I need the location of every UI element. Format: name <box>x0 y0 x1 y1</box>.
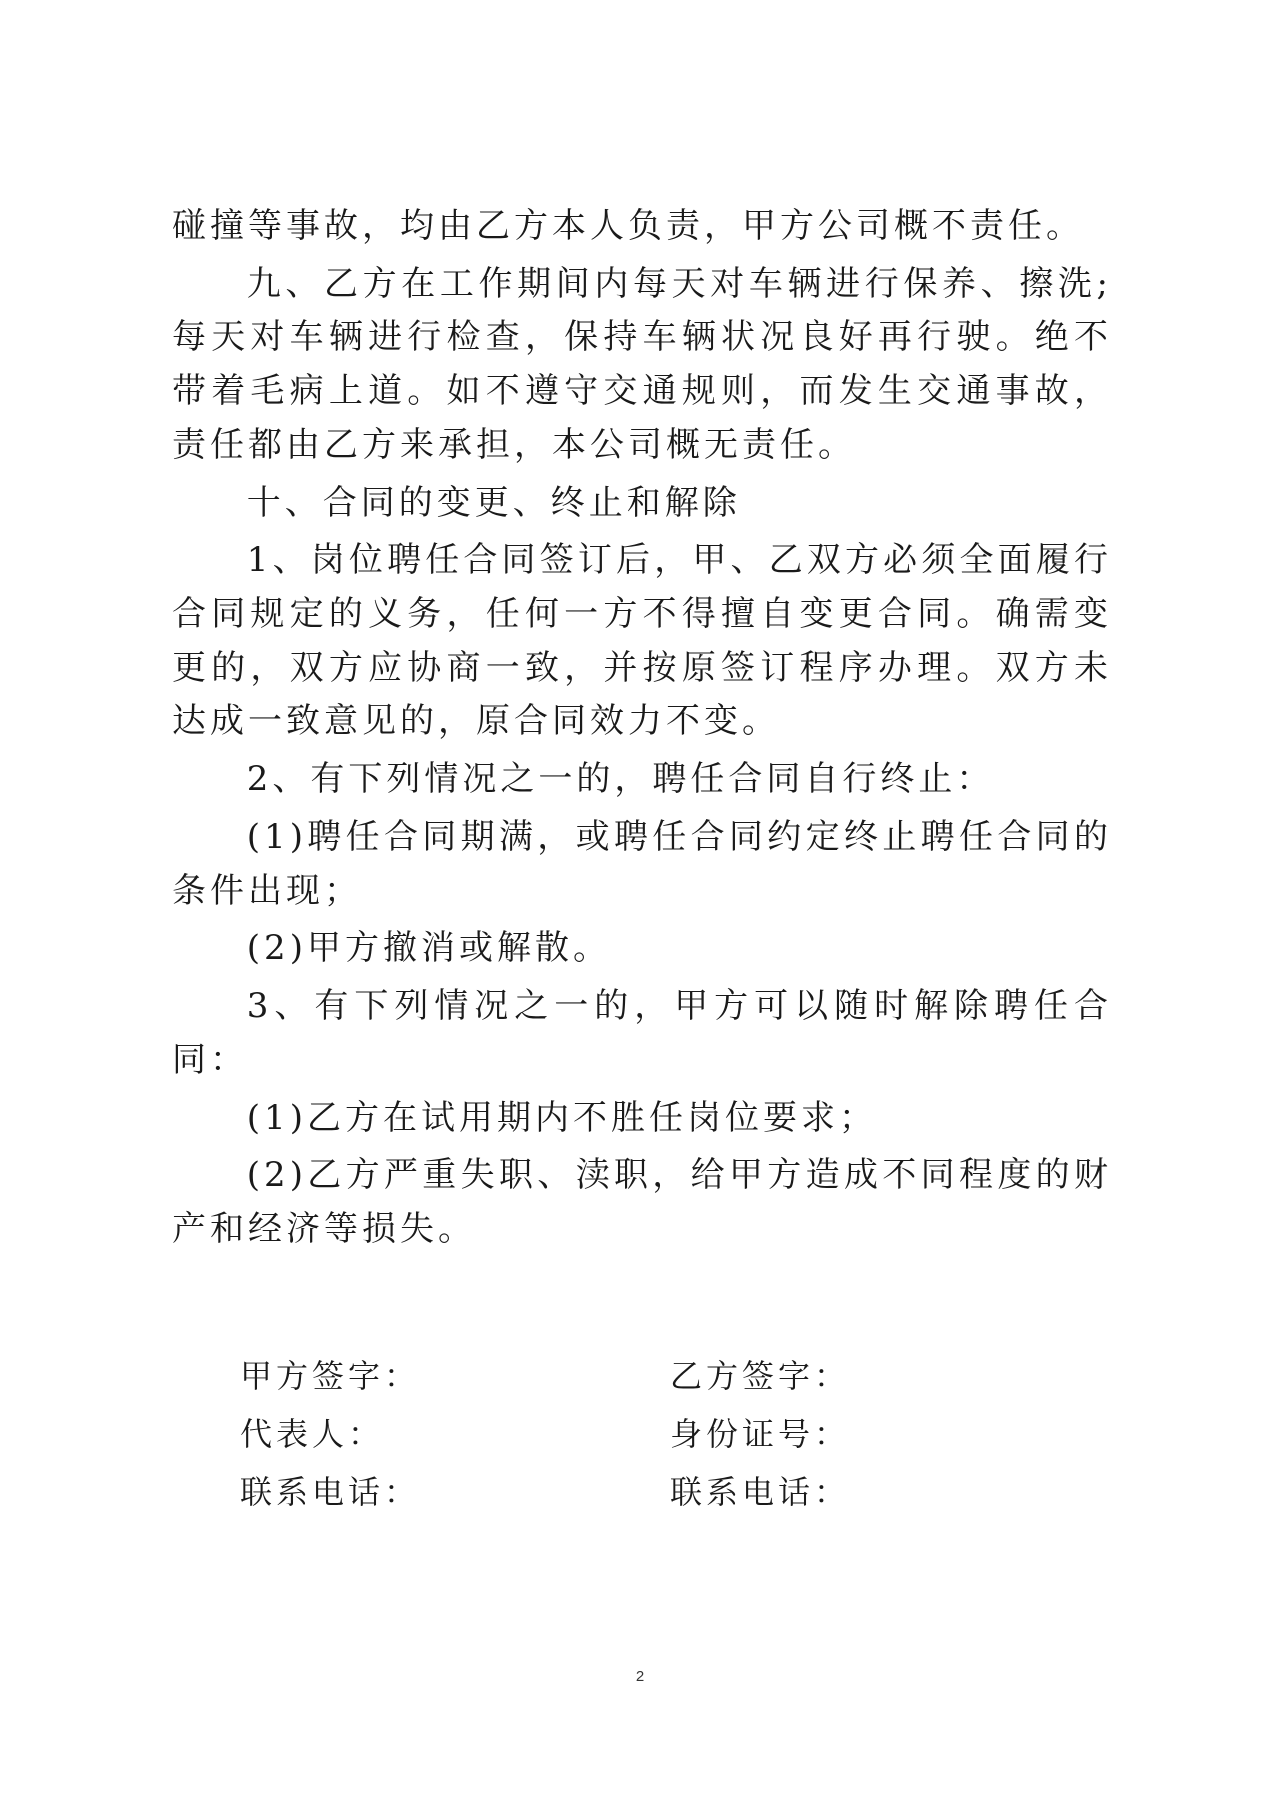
paragraph-clause-9: 九、乙方在工作期间内每天对车辆进行保养、擦洗;每天对车辆进行检查，保持车辆状况良好再行驶。绝不带着毛病上道。如不遵守交通规则，而发生交通事故，责任都由乙方来承担，本公司概无责任。 <box>172 263 1112 465</box>
representative-label: 代表人： <box>240 1415 385 1453</box>
paragraph-item-3-sub-2: (2)乙方严重失职、渎职，给甲方造成不同程度的财产和经济等损失。 <box>172 1155 1112 1249</box>
signature-row <box>240 1461 1140 1519</box>
paragraph-item-2-sub-2: (2)甲方撤消或解散。 <box>246 928 611 969</box>
party-b-signature-label: 乙方签字： <box>670 1357 851 1395</box>
paragraph-item-1: 1、岗位聘任合同签订后，甲、乙双方必须全面履行合同规定的义务，任何一方不得擅自变更合同。确需变更的，双方应协商一致，并按原签订程序办理。双方未达成一致意见的，原合同效力不变。 <box>172 540 1112 742</box>
section-heading-clause-10: 十、合同的变更、终止和解除 <box>246 482 741 523</box>
signature-row <box>240 1345 1140 1403</box>
party-a-signature-label: 甲方签字： <box>240 1357 421 1395</box>
paragraph-item-3-sub-1: (1)乙方在试用期内不胜任岗位要求； <box>246 1097 877 1138</box>
paragraph-item-2: 2、有下列情况之一的，聘任合同自行终止： <box>246 759 995 800</box>
party-b-phone-label: 联系电话： <box>670 1473 851 1511</box>
paragraph-accident-liability: 碰撞等事故，均由乙方本人负责，甲方公司概不责任。 <box>172 206 1084 246</box>
signature-row <box>240 1403 1140 1461</box>
paragraph-item-3: 3、有下列情况之一的，甲方可以随时解除聘任合同： <box>172 986 1112 1080</box>
page-number: 2 <box>635 1668 645 1685</box>
signature-block <box>240 1345 1140 1519</box>
party-a-phone-label: 联系电话： <box>240 1473 421 1511</box>
paragraph-item-2-sub-1: (1)聘任合同期满，或聘任合同约定终止聘任合同的条件出现； <box>172 816 1112 911</box>
id-number-label: 身份证号： <box>670 1415 851 1453</box>
document-body <box>172 200 1112 1261</box>
